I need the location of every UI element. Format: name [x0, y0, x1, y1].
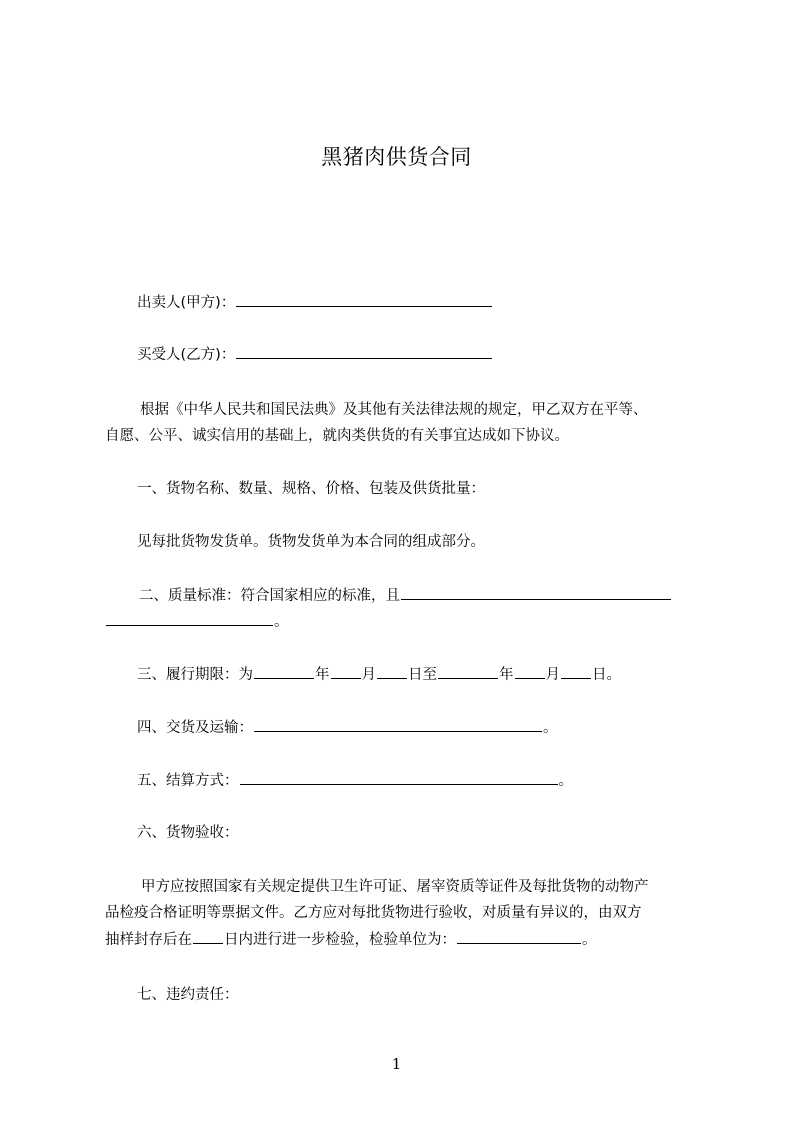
- start-month-label: 月: [361, 667, 376, 683]
- start-day-blank: [377, 664, 407, 679]
- seller-line: [137, 292, 493, 313]
- section3-line: [137, 664, 621, 685]
- end-day-label: 日。: [592, 667, 621, 683]
- end-day-blank: [561, 664, 591, 679]
- buyer-label: 买受人(乙方)：: [137, 347, 236, 363]
- section2-prefix: 二、质量标准：符合国家相应的标准，且: [139, 588, 400, 604]
- section2-line-2: [105, 611, 289, 632]
- document-title: 黑猪肉供货合同: [321, 145, 472, 169]
- section6-period: 。: [582, 932, 597, 948]
- section5-prefix: 五、结算方式：: [137, 773, 239, 789]
- end-year-blank: [438, 664, 498, 679]
- section2-line-1: [139, 585, 672, 606]
- seller-blank: [236, 292, 492, 307]
- section1-body: 见每批货物发货单。货物发货单为本合同的组成部分。: [137, 534, 485, 550]
- quality-standard-blank: [401, 585, 671, 600]
- section1-heading: 一、货物名称、数量、规格、价格、包装及供货批量：: [137, 481, 485, 497]
- day-to-label: 日至: [408, 667, 437, 683]
- settlement-method-blank: [240, 770, 558, 785]
- end-month-label: 月: [545, 667, 560, 683]
- section5-period: 。: [558, 773, 573, 789]
- end-month-blank: [515, 664, 545, 679]
- section5-line: [137, 770, 573, 791]
- delivery-transport-blank: [254, 717, 542, 732]
- section3-prefix: 三、履行期限：为: [137, 667, 253, 683]
- section6-line3-start: 抽样封存后在: [105, 932, 192, 948]
- section6-line-2: 品检疫合格证明等票据文件。乙方应对每批货物进行验收，对质量有异议的，由双方: [105, 905, 642, 921]
- page-number: 1: [391, 1055, 402, 1073]
- quality-standard-blank-continued: [106, 611, 273, 626]
- start-year-label: 年: [315, 667, 330, 683]
- section4-line: [137, 717, 558, 738]
- preamble-line-1: 根据《中华人民共和国民法典》及其他有关法律法规的规定，甲乙双方在平等、: [140, 402, 648, 418]
- section4-prefix: 四、交货及运输：: [137, 720, 253, 736]
- section7-heading: 七、违约责任：: [137, 987, 239, 1003]
- section6-line3-mid: 日内进行进一步检验，检验单位为：: [224, 932, 456, 948]
- section6-line-3: [105, 929, 597, 950]
- buyer-blank: [236, 344, 492, 359]
- inspection-unit-blank: [457, 929, 581, 944]
- seller-label: 出卖人(甲方)：: [137, 295, 236, 311]
- section4-period: 。: [543, 720, 558, 736]
- inspection-days-blank: [193, 929, 223, 944]
- section2-period: 。: [274, 614, 289, 630]
- start-month-blank: [331, 664, 361, 679]
- preamble-line-2: 自愿、公平、诚实信用的基础上，就肉类供货的有关事宜达成如下协议。: [105, 428, 569, 444]
- start-year-blank: [254, 664, 314, 679]
- end-year-label: 年: [499, 667, 514, 683]
- buyer-line: [137, 344, 493, 365]
- section6-line-1: 甲方应按照国家有关规定提供卫生许可证、屠宰资质等证件及每批货物的动物产: [141, 879, 649, 895]
- section6-heading: 六、货物验收：: [137, 825, 239, 841]
